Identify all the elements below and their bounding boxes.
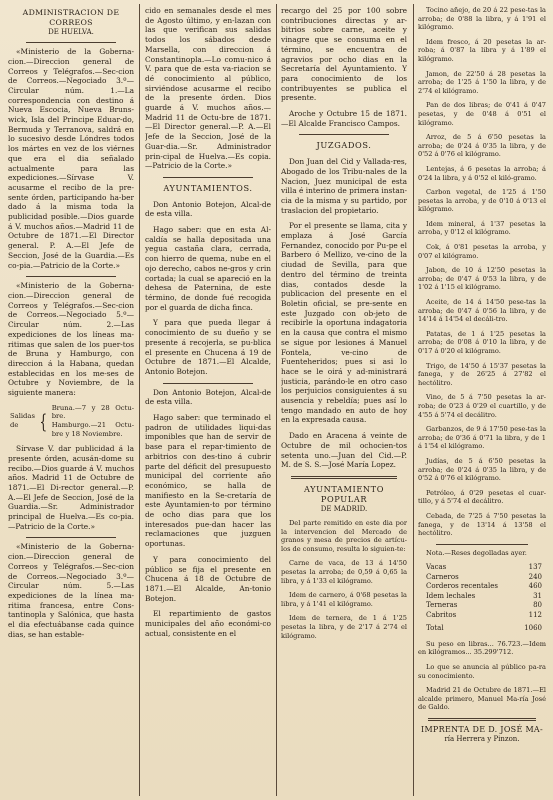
row-label: Vacas	[426, 563, 447, 572]
column-4	[418, 6, 546, 796]
row-value: 460	[528, 582, 542, 591]
table-row	[426, 573, 542, 583]
table-row	[426, 592, 542, 602]
price-paragraph: Vino, de 5 á 7'50 pesetas la ar-roba; de 0'23 á 0'29 el cuartillo, y de 4'55 á 5'74 el decálitro.	[418, 393, 546, 419]
table-row	[426, 611, 542, 621]
column-2	[145, 6, 271, 796]
notice-paragraph: Aroche y Octubre 15 de 1871.—El Alcalde Francisco Campos.	[281, 109, 407, 128]
row-value: 31	[533, 591, 542, 600]
row-value: 112	[528, 610, 542, 619]
row-value: 137	[528, 563, 542, 572]
notice-paragraph: Y para conocimiento del público se fija el presente en Chucena á 18 de Octubre de 1871.—El Alcalde, An-tonio Botejon.	[145, 554, 271, 603]
notice-paragraph: recargo del 25 por 100 sobre contribuciones directas y ar-bitrios sobre carne, aceite y vinagre que se consuma en el término, se encuentra de agravios por ocho dias en la Secretaría del Ayuntamiento. Y para conocimiento de los contribuyentes se publica el presente.	[281, 6, 407, 103]
reses-table	[426, 563, 542, 634]
row-label: Corderos recentales	[426, 582, 498, 591]
price-paragraph: Garbanzos, de 9 á 17'50 pese-tas la arroba; de 0'36 á 0'71 la libra, y de 1 á 1'54 el kilógramo.	[418, 425, 546, 451]
table-row	[426, 563, 542, 573]
section-heading: AYUNTAMIENTO POPULAR	[303, 483, 385, 504]
divider	[26, 42, 116, 43]
row-value: 240	[528, 572, 542, 581]
brace-icon: {	[39, 408, 48, 433]
notice-paragraph: Y para que pueda llegar á conocimiento de su dueño y se presente á recojerla, se pu-blica el presente en Chucena á 19 de Octubre de 1871.—El Alcalde, Antonio Botejon.	[145, 318, 271, 376]
divider	[291, 476, 397, 479]
divider	[299, 134, 389, 135]
row-label: Idem lechales	[426, 591, 476, 600]
divider	[163, 177, 253, 178]
column-rule	[276, 4, 277, 796]
weight-paragraph: Su peso en libras... 76.723.—Idem en kilógramos... 35.299'712.	[418, 639, 546, 657]
price-paragraph: Carbon vegetal, de 1'25 á 1'50 pesetas la arroba, y de 0'10 á 0'13 el kilógramo.	[418, 188, 546, 214]
table-row	[426, 582, 542, 592]
row-label: Terneras	[426, 601, 458, 610]
section-subheading: DE HUELVA.	[48, 28, 94, 37]
divider	[163, 383, 253, 384]
row-label: Carneros	[426, 572, 459, 581]
sailing-schedule	[10, 404, 134, 438]
price-paragraph: Idem de ternera, de 1 á 1'25 pesetas la libra, y de 2'17 á 2'74 el kilógramo.	[281, 614, 407, 640]
section-heading: JUZGADOS.	[316, 140, 372, 151]
price-paragraph: Aceite, de 14 á 14'50 pese-tas la arroba; de 0'47 á 0'56 la libra, y de 14'14 á 14'54 el decáli-tro.	[418, 298, 546, 324]
note-heading: Nota.—Reses degolladas ayer.	[426, 548, 527, 557]
column-rule	[139, 4, 140, 796]
divider	[26, 276, 116, 277]
notice-paragraph: Por el presente se llama, cita y emplaza á José García Fernandez, conocido por Pu-pe el Barbero ó Mellizo, ve-cino de la ciudad de Sevilla, para que dentro del término de treinta dias, contados desde la publicacion del presente en el Boletin oficial, se pre-sente en este Juzgado con ob-jeto de recibirle la oportuna indagatoria en la causa que contra el mismo se sigue por lesiones á Manuel Fontela, ve-cino de Fuenteheridos; pues si asi lo hace se le oirá y ad-ministrará justicia, parándo-le en otro caso los perjuicios consiguientes á su ausencia y rebeldía; pues así lo tengo mandado en auto de hoy en la expresada causa.	[281, 221, 407, 425]
total-value: 1060	[524, 624, 542, 633]
row-value: 80	[533, 601, 542, 610]
section-heading: AYUNTAMIENTOS.	[163, 182, 253, 193]
price-paragraph: Idem mineral, á 1'37 pesetas la arroba, y 0'12 el kilógramo.	[418, 219, 546, 237]
column-rule	[413, 4, 414, 796]
divider	[26, 537, 116, 538]
price-paragraph: Lentejas, á 6 pesetas la arroba; á 0'24 la libra, y á 0'52 el kiló-gramo.	[418, 164, 546, 182]
price-paragraph: Petróleo, á 0'29 pesetas el cuar-tillo, y á 5'74 el decálitro.	[418, 488, 546, 506]
notice-paragraph: «Ministerio de la Goberna-cion.—Direccion general de Correos y Telégrafos.—Sec-cion de Correos.—Negociado 3.º—Circular núm. 5.—Las expediciones de la línea ma-ritima francesa, entre Cons-tantinopla y Salónica, que hasta el dia efectuábanse cada quince dias, se han estable-	[8, 542, 134, 639]
printer-imprint-line2: ría Herrera y Pinzon.	[444, 734, 520, 743]
price-paragraph: Cebada, de 7'25 á 7'50 pesetas la fanega, y de 13'14 á 13'58 el hectólitro.	[418, 511, 546, 538]
price-paragraph: Carne de vaca, de 13 á 14'50 pesetas la arroba; de 0,59 á 0,65 la libra, y á 1'33 el kilógramo.	[281, 559, 407, 585]
table-total-row	[426, 624, 542, 634]
notice-paragraph: Hago saber: que en esta Al-caldía se halla depositada una yegua castaña clara, cerrada, con hierro de quema, nube en el ojo derecho, cabos ne-gros y crin cortada; la cual se apareció en la dehesa de Paternina, de este término, de donde fué recogida por el guarda de dicha finca.	[145, 225, 271, 312]
price-paragraph: Jabon, de 10 á 12'50 pesetas la arroba; de 0'47 á 0'53 la libra, y de 1'02 á 1'15 el kilógramo.	[418, 266, 546, 292]
notice-paragraph: Hago saber: que terminado el padron de utilidades liqui-das imponibles que han de servir de base para el repar-timiento de arbitrios con des-tino á cubrir parte del déficit del presupuesto municipal del corriente año económico, se halla de manifiesto en la Se-cretaría de este Ayuntamien-to por término de ocho dias para que los interesados pue-dan hacer las reclamaciones que juzguen oportunas.	[145, 413, 271, 549]
price-paragraph: Tocino añejo, de 20 á 22 pese-tas la arroba; de 0'88 la libra, y á 1'91 el kilógramo.	[418, 6, 546, 32]
price-paragraph: Idem fresco, á 20 pesetas la ar-roba; á 0'87 la libra y á 1'89 el kilógramo.	[418, 37, 546, 63]
table-row	[426, 601, 542, 611]
date-signature: Madrid 21 de Octubre de 1871.—El alcalde primero, Manuel Ma-ría José de Galdo.	[418, 686, 546, 712]
sailing-line: Hamburgo.—21 Octu-bre y 18 Noviembre.	[51, 420, 134, 438]
section-heading: ADMINISTRACION DE CORREOS	[22, 8, 120, 27]
printer-imprint: IMPRENTA DE D. JOSÉ MA-	[420, 724, 544, 734]
price-paragraph: Patatas, de 1 á 1'25 pesetas la arroba; de 0'08 á 0'10 la libra, y de 0'17 á 0'20 el kilógramo.	[418, 329, 546, 355]
notice-paragraph: cido en semanales desde el mes de Agosto último, y en-lazan con las que verifican sus salidas todos los sábados desde Marsella, con direccion á Constantinopla.—Lo comu-nico á V. para que de esta va-riacion se dé conocimiento al público, sirviéndose acusarme el recibo de la presente órden. Dios guarde á V. muchos años.—Madrid 11 de Octu-bre de 1871.—El Director general.—P. A.—El Jefe de la Seccion, José de la Guar-dia.—Sr. Administrador prin-cipal de Huelva.—Es copia.—Patricio de la Corte.»	[145, 6, 271, 171]
notice-paragraph: Don Juan del Cid y Vallada-res, Abogado de los Tribu-nales de la Nacion, Juez municipal de esta villa é interino de primera instan-cia de la misma y su partido, por traslacion del propietario.	[281, 157, 407, 215]
notice-paragraph: «Ministerio de la Goberna-cion.—Direccion general de Correos y Telégrafos.—Sec-cion de Correos.—Negociado 5.º—Circular núm. 2.—Las expediciones de los líneas ma-ritimas que salen de los puer-tos de Bruna y Hamburgo, con direccion á la Habana, quedan establecidas en los me-ses de Octubre y Noviembre, de la siguiente manera:	[8, 281, 134, 398]
section-subheading: DE MADRID.	[320, 505, 368, 514]
total-label: Total	[426, 624, 444, 633]
price-paragraph: Arroz, de 5 á 6'50 pesetas la arroba; de 0'24 á 0'35 la libra, y de 0'52 á 0'76 el kilógramo.	[418, 133, 546, 159]
notice-paragraph: Sírvase V. dar publicidad á la presente órden, acusán-dome su recibo.—Dios guarde á V. muchos años. Madrid 11 de Octubre de 1871.—El Di-rector general.—P. A.—El Jefe de Seccion, José de la Guardia.—Sr. Administrador principal de Huelva.—Es co-pia.—Patricio de la Corte.»	[8, 444, 134, 531]
sailing-line: Bruna.—7 y 28 Octu-bre.	[51, 403, 134, 421]
price-paragraph: Judías, de 5 á 6'50 pesetas la arroba; de 0'24 á 0'35 la libra, y de 0'52 á 0'76 el kilógramo.	[418, 456, 546, 483]
price-paragraph: Pan de dos libras; de 0'41 á 0'47 pesetas, y de 0'48 á 0'51 el kilógramo.	[418, 101, 546, 127]
row-label: Cabritos	[426, 610, 457, 619]
notice-paragraph: «Ministerio de la Goberna-cion.—Direccion general de Correos y Telégrafos.—Sec-cion de Correos.—Negociado 3.º—Circular núm. 1.—La correspondencia con destino á Nueva Escocia, Nueva Bruns-wick, Isla del Principe Eduar-do, Bermuda y Terranova, saldrá en lo sucesivo desde Lóndres todos los mártes en vez de los viérnes que era el dia señalado actualmente para las expediciones.—Sírvase V. acusarme el recibo de la pre-sente órden, participando ha-ber dado á la misma toda la publicidad posible.—Dios guarde á V. muchos años.—Madrid 11 de Octubre de 1871.—El Director general. P. A.—El Jefe de Seccion, José de la Guardia.—Es co-pia.—Patricio de la Corte.»	[8, 47, 134, 270]
notice-paragraph: Don Antonio Botejon, Alcal-de de esta villa.	[145, 387, 271, 407]
price-paragraph: Trigo, de 14'50 á 15'37 pesetas la fanega, y de 26'25 á 27'82 el hectólitro.	[418, 361, 546, 387]
divider	[436, 544, 528, 545]
notice-paragraph: Del parte remitido en este dia por la intervencion del Mercado de granos y mesa de precios de artícu-los de consumo, resulta lo siguien-te:	[281, 519, 407, 553]
notice-paragraph: Don Antonio Botejon, Alcal-de de esta villa.	[145, 199, 271, 219]
column-1	[8, 6, 134, 796]
price-paragraph: Jamon, de 22'50 á 28 pesetas la arroba; de 1'25 á 1'50 la libra, y de 2'74 el kilógramo.	[418, 69, 546, 95]
divider	[428, 718, 536, 721]
closing-paragraph: Lo que se anuncia al público pa-ra su conocimiento.	[418, 662, 546, 680]
notice-paragraph: El repartimiento de gastos municipales del año económi-co actual, consistente en el	[145, 609, 271, 638]
column-3	[281, 6, 407, 796]
price-paragraph: Cok, á 0'81 pesetas la arroba, y 0'07 el kilógramo.	[418, 243, 546, 260]
notice-paragraph: Dado en Aracena á veinte de Octubre de mil ochocien-tos setenta uno.—Juan del Cid.—P. M. de S. S.—José María Lopez.	[281, 431, 407, 470]
price-paragraph: Idem de carnero, á 0'68 pesetas la libra, y á 1'41 el kilógramo.	[281, 591, 407, 608]
sailing-label: Salidas de	[10, 412, 35, 429]
